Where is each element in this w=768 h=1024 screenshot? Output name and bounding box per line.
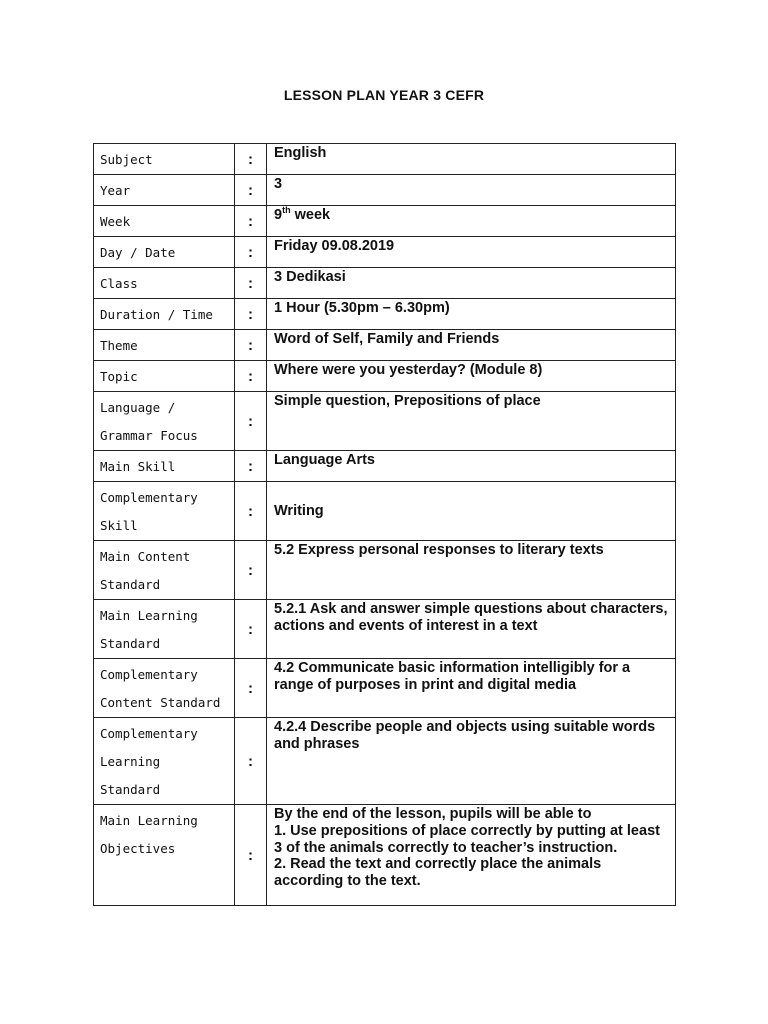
row-colon: : (235, 659, 267, 718)
label-line: Learning (100, 754, 161, 769)
row-label (94, 600, 235, 659)
label-line: Language / (100, 400, 176, 415)
row-colon: : (235, 206, 267, 237)
row-label: Year (94, 175, 235, 206)
row-label (94, 482, 235, 541)
row-colon: : (235, 392, 267, 451)
row-label (94, 392, 235, 451)
row-colon: : (235, 451, 267, 482)
document-title: LESSON PLAN YEAR 3 CEFR (283, 87, 485, 103)
row-value: Simple question, Prepositions of place (267, 392, 676, 451)
label-line: Complementary (100, 667, 198, 682)
lesson-plan-table (93, 143, 676, 906)
row-value: 5.2 Express personal responses to literary texts (267, 541, 676, 600)
row-label (94, 659, 235, 718)
week-word: week (290, 207, 331, 223)
label-line: Main Learning (100, 813, 198, 828)
row-value: 4.2.4 Describe people and objects using suitable words and phrases (267, 718, 676, 805)
label-line: Content Standard (100, 695, 221, 710)
row-label: Week (94, 206, 235, 237)
row-label: Subject (94, 144, 235, 175)
table-row (94, 144, 676, 175)
row-value: English (267, 144, 676, 175)
row-value: Friday 09.08.2019 (267, 237, 676, 268)
row-value (267, 805, 676, 906)
table-row (94, 206, 676, 237)
objective-line: 2. Read the text and correctly place the animals according to the text. (274, 856, 602, 890)
label-line: Complementary (100, 726, 198, 741)
objective-line: By the end of the lesson, pupils will be able to (274, 806, 592, 822)
table-row (94, 299, 676, 330)
label-line: Skill (100, 518, 138, 533)
row-value: 5.2.1 Ask and answer simple questions about characters, actions and events of interest in a text (267, 600, 676, 659)
row-label: Main Skill (94, 451, 235, 482)
row-label (94, 805, 235, 906)
row-value: Where were you yesterday? (Module 8) (267, 361, 676, 392)
week-ordinal-suffix: th (282, 205, 291, 216)
row-value: Writing (267, 482, 676, 541)
row-value: 3 Dedikasi (267, 268, 676, 299)
week-number: 9 (274, 207, 283, 223)
row-colon: : (235, 330, 267, 361)
row-value: Word of Self, Family and Friends (267, 330, 676, 361)
table-row (94, 268, 676, 299)
row-colon: : (235, 268, 267, 299)
label-line: Standard (100, 782, 161, 797)
table-row (94, 237, 676, 268)
label-line: Objectives (100, 841, 176, 856)
table-row (94, 330, 676, 361)
row-value: 3 (267, 175, 676, 206)
row-label: Duration / Time (94, 299, 235, 330)
label-line: Complementary (100, 490, 198, 505)
table-row (94, 482, 676, 541)
label-line: Main Learning (100, 608, 198, 623)
row-label (94, 718, 235, 805)
row-colon: : (235, 600, 267, 659)
row-colon: : (235, 175, 267, 206)
row-value: 4.2 Communicate basic information intelligibly for a range of purposes in print and digital media (267, 659, 676, 718)
label-line: Standard (100, 636, 161, 651)
table-row (94, 718, 676, 805)
row-colon: : (235, 718, 267, 805)
table-row (94, 451, 676, 482)
row-label (94, 541, 235, 600)
table-row (94, 659, 676, 718)
table-row (94, 175, 676, 206)
table-row (94, 392, 676, 451)
row-value: 1 Hour (5.30pm – 6.30pm) (267, 299, 676, 330)
row-colon: : (235, 144, 267, 175)
objective-line: 1. Use prepositions of place correctly by putting at least 3 of the animals correctly to teacher’s instruction. (274, 822, 660, 856)
row-colon: : (235, 805, 267, 906)
row-label: Theme (94, 330, 235, 361)
table-row (94, 600, 676, 659)
row-colon: : (235, 541, 267, 600)
row-label: Day / Date (94, 237, 235, 268)
row-value: Language Arts (267, 451, 676, 482)
row-colon: : (235, 237, 267, 268)
table-row (94, 541, 676, 600)
row-label: Topic (94, 361, 235, 392)
table-row (94, 805, 676, 906)
label-line: Main Content (100, 549, 191, 564)
row-colon: : (235, 299, 267, 330)
label-line: Grammar Focus (100, 428, 198, 443)
row-label: Class (94, 268, 235, 299)
row-colon: : (235, 361, 267, 392)
row-value (267, 206, 676, 237)
table-row (94, 361, 676, 392)
row-colon: : (235, 482, 267, 541)
label-line: Standard (100, 577, 161, 592)
